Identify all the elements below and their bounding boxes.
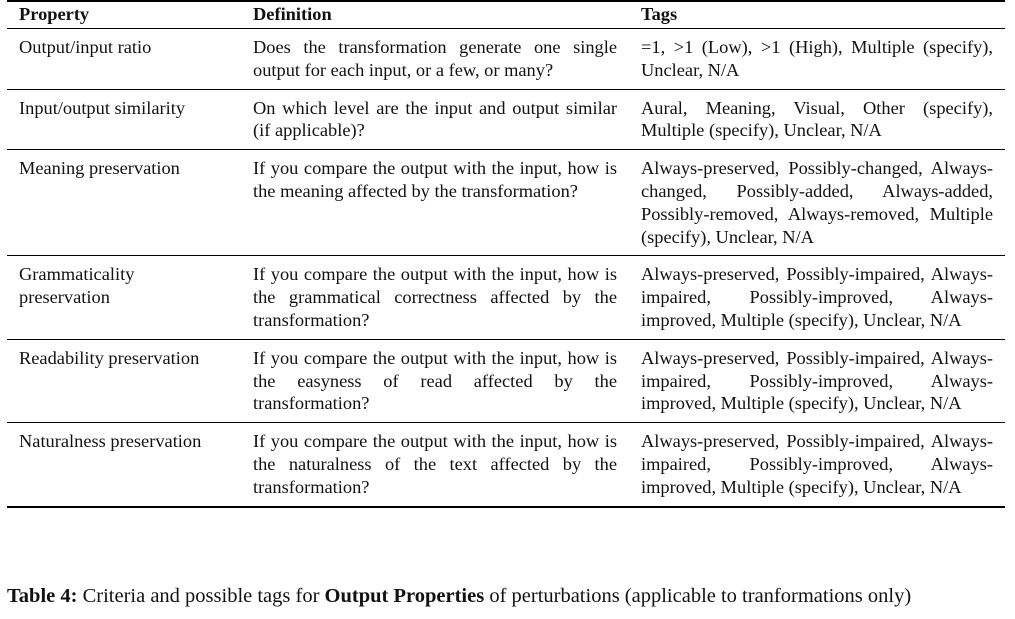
- table-header: [7, 1, 1005, 29]
- caption-text-before: Criteria and possible tags for: [82, 585, 320, 607]
- tags-cell: =1, >1 (Low), >1 (High), Multiple (specify), Unclear, N/A: [641, 37, 993, 80]
- table-body: [7, 29, 1005, 507]
- table-caption: [7, 583, 1012, 609]
- caption-label: Table 4:: [7, 585, 78, 607]
- header-property: Property: [19, 4, 90, 24]
- table-row: [7, 29, 1005, 90]
- property-cell: Input/output similarity: [19, 97, 186, 118]
- table-row: [7, 89, 1005, 150]
- tags-cell: Always-preserved, Possibly-impaired, Always-impaired, Possibly-improved, Always-improved, Multiple (specify), Unclear, N/A: [641, 347, 993, 414]
- tags-cell: Aural, Meaning, Visual, Other (specify), Multiple (specify), Unclear, N/A: [641, 97, 993, 141]
- property-cell: Naturalness preservation: [19, 431, 202, 452]
- definition-cell: If you compare the output with the input, how is the naturalness of the text affected by the transformation?: [253, 431, 617, 497]
- property-cell: Readability preservation: [19, 347, 200, 368]
- definition-cell: If you compare the output with the input, how is the easyness of read affected by the transformation?: [253, 347, 617, 414]
- definition-cell: Does the transformation generate one single output for each input, or a few, or many?: [253, 37, 617, 80]
- tags-cell: Always-preserved, Possibly-impaired, Always-impaired, Possibly-improved, Always-improved, Multiple (specify), Unclear, N/A: [641, 431, 993, 497]
- table-row: [7, 339, 1005, 422]
- header-definition: Definition: [253, 4, 332, 24]
- table-row: [7, 150, 1005, 256]
- header-row: [7, 1, 1005, 29]
- output-properties-table: [7, 0, 1005, 508]
- property-cell: Output/input ratio: [19, 37, 152, 57]
- table-row: [7, 256, 1005, 339]
- tags-cell: Always-preserved, Possibly-impaired, Always-impaired, Possibly-improved, Always-improved, Multiple (specify), Unclear, N/A: [641, 264, 993, 330]
- caption-text-after: of perturbations (applicable to tranformations only): [489, 585, 912, 607]
- definition-cell: If you compare the output with the input, how is the grammatical correctness affected by the transformation?: [253, 264, 617, 330]
- header-tags: Tags: [641, 4, 678, 24]
- definition-cell: If you compare the output with the input, how is the meaning affected by the transformation?: [253, 158, 617, 201]
- caption-bold-term: Output Properties: [324, 585, 485, 607]
- properties-table-container: [7, 0, 1005, 508]
- tags-cell: Always-preserved, Possibly-changed, Always-changed, Possibly-added, Always-added, Possibly-removed, Always-removed, Multiple (specify), Unclear, N/A: [641, 158, 993, 247]
- property-cell: Grammaticality preservation: [19, 264, 135, 308]
- table-row: [7, 423, 1005, 507]
- property-cell: Meaning preservation: [19, 158, 180, 179]
- definition-cell: On which level are the input and output similar (if applicable)?: [253, 97, 617, 141]
